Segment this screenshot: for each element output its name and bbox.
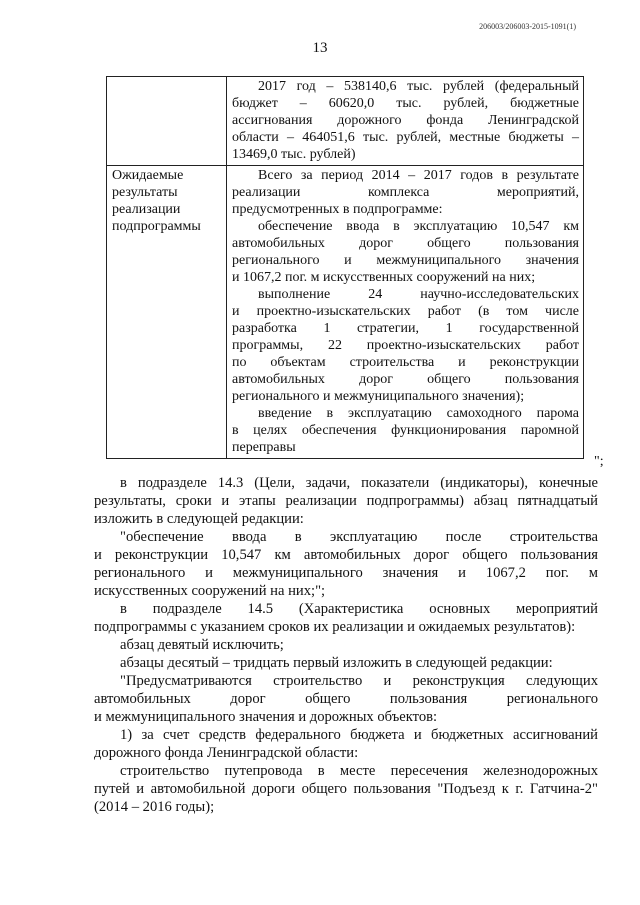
text-line: и 1067,2 пог. м искусственных сооружений на них; [232,270,536,285]
text-line: по объектам строительства и реконструкции [232,355,579,370]
text-line: в целях обеспечения функционирования паромной [232,423,579,438]
paragraph-line: "обеспечение ввода в эксплуатацию после строительства [120,529,598,545]
text-line: регионального и межмуниципального значения); [232,389,525,404]
closing-quote-mark: "; [594,454,604,469]
paragraph-line: и реконструкции 10,547 км автомобильных дорог общего пользования [94,547,598,563]
paragraph-line: и межмуниципального значения и дорожных объектов: [94,709,438,725]
text-line: выполнение 24 научно-исследовательских [258,287,579,302]
page-number: 13 [312,40,328,56]
text-line: области – 464051,6 тыс. рублей, местные бюджеты – [232,130,579,145]
text-line: переправы [232,440,296,455]
table-cell-funding [227,77,584,166]
paragraph-line: путей и автомобильной дороги общего пользования "Подъезд к г. Гатчина-2" [94,781,598,797]
text-line: введение в эксплуатацию самоходного парома [258,406,579,421]
text-line: разработка 1 стратегии, 1 государственной [232,321,579,336]
paragraph-line: дорожного фонда Ленинградской области: [94,745,359,761]
label-line: результаты [112,185,178,200]
paragraph-line: автомобильных дорог общего пользования регионального [94,691,598,707]
paragraph-line: изложить в следующей редакции: [94,511,304,527]
label-line: реализации [112,202,181,217]
text-line: 13469,0 тыс. рублей) [232,147,356,162]
text-line: предусмотренных в подпрограмме: [232,202,443,217]
text-line: программы, 22 проектно-изыскательских работ [232,338,579,353]
paragraph-line: подпрограммы с указанием сроков их реализации и ожидаемых результатов): [94,619,576,635]
paragraph-line: строительство путепровода в месте пересечения железнодорожных [120,763,598,779]
table-row [107,77,584,166]
text-line: и проектно-изыскательских работ (в том числе [232,304,579,319]
paragraph-line: абзацы десятый – тридцать первый изложить в следующей редакции: [120,655,553,671]
passport-table [106,76,584,459]
text-line: ассигнования дорожного фонда Ленинградской [232,113,579,128]
paragraph-line: регионального и межмуниципального значения и 1067,2 пог. м [94,565,598,581]
label-line: подпрограммы [112,219,201,234]
text-line: автомобильных дорог общего пользования [232,372,579,387]
text-line: Всего за период 2014 – 2017 годов в результате [258,168,579,183]
paragraph-line: в подразделе 14.5 (Характеристика основных мероприятий [120,601,598,617]
paragraph-line: (2014 – 2016 годы); [94,799,215,815]
table-cell-results [227,166,584,459]
table-row [107,166,584,459]
label-line: Ожидаемые [112,168,184,183]
table-cell-empty [107,77,227,166]
paragraph-line: 1) за счет средств федерального бюджета и бюджетных ассигнований [120,727,598,743]
text-line: бюджет – 60620,0 тыс. рублей, бюджетные [232,96,579,111]
text-line: реализации комплекса мероприятий, [232,185,579,200]
paragraph-line: абзац девятый исключить; [120,637,284,653]
paragraph-line: "Предусматриваются строительство и реконструкция следующих [120,673,598,689]
paragraph-line: результаты, сроки и этапы реализации подпрограммы) абзац пятнадцатый [94,493,598,509]
text-line: 2017 год – 538140,6 тыс. рублей (федеральный [258,79,579,94]
table-cell-label [107,166,227,459]
paragraph-line: искусственных сооружений на них;"; [94,583,326,599]
text-line: автомобильных дорог общего пользования [232,236,579,251]
text-line: обеспечение ввода в эксплуатацию 10,547 км [258,219,579,234]
body-text [94,474,598,816]
document-id: 206003/206003-2015-1091(1) [479,22,576,31]
text-line: регионального и межмуниципального значения [232,253,579,268]
paragraph-line: в подразделе 14.3 (Цели, задачи, показатели (индикаторы), конечные [120,475,598,491]
